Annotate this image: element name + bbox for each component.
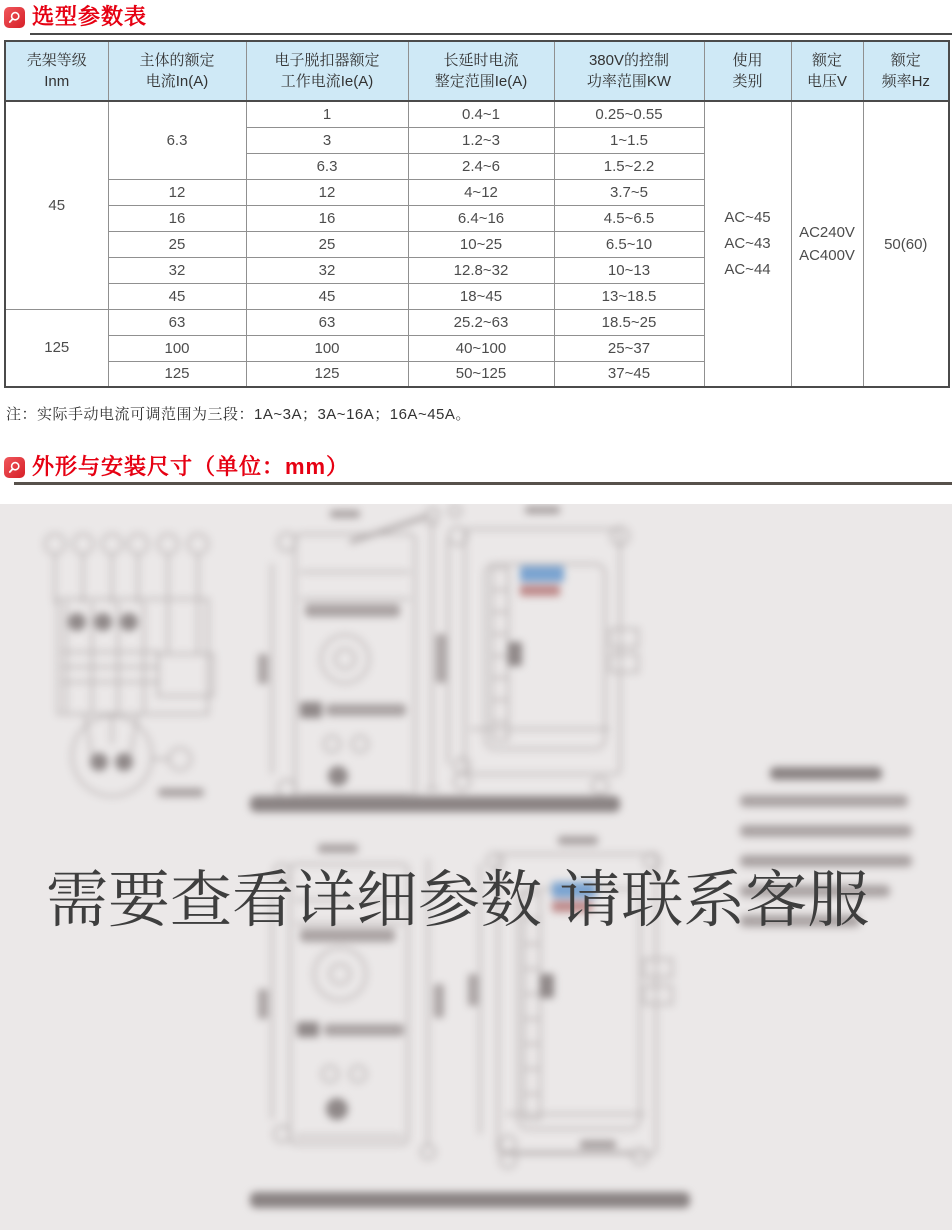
col-header-frame-level: 壳架等级 Inm [5,41,108,101]
main-current-cell: 32 [108,257,246,283]
main-current-cell: 100 [108,335,246,361]
magnifier-icon [4,457,25,478]
caption-blurred-bottom [250,1192,690,1208]
trip-current-cell: 32 [246,257,408,283]
section-title: 选型参数表 [32,4,148,29]
trip-current-cell: 6.3 [246,153,408,179]
power-range-cell: 1~1.5 [554,127,704,153]
delay-range-cell: 40~100 [408,335,554,361]
delay-range-cell: 10~25 [408,231,554,257]
rated-voltage-cell: AC240V AC400V [791,101,863,387]
trip-current-cell: 16 [246,205,408,231]
delay-range-cell: 18~45 [408,283,554,309]
main-current-cell: 25 [108,231,246,257]
main-current-cell: 12 [108,179,246,205]
trip-current-cell: 1 [246,101,408,127]
power-range-cell: 3.7~5 [554,179,704,205]
divider-line [30,33,952,35]
delay-range-cell: 50~125 [408,361,554,387]
delay-range-cell: 6.4~16 [408,205,554,231]
col-header-rated-voltage: 额定 电压V [791,41,863,101]
trip-current-cell: 100 [246,335,408,361]
col-header-delay-range: 长延时电流 整定范围Ie(A) [408,41,554,101]
selection-parameter-table [4,40,950,388]
power-range-cell: 13~18.5 [554,283,704,309]
trip-current-cell: 63 [246,309,408,335]
table-row [5,101,949,127]
trip-current-cell: 125 [246,361,408,387]
main-current-cell: 45 [108,283,246,309]
power-range-cell: 6.5~10 [554,231,704,257]
col-header-usage-category: 使用 类别 [704,41,791,101]
section-title: 外形与安装尺寸（单位：mm） [32,454,350,480]
delay-range-cell: 25.2~63 [408,309,554,335]
col-header-main-current: 主体的额定 电流In(A) [108,41,246,101]
main-current-cell: 16 [108,205,246,231]
delay-range-cell: 0.4~1 [408,101,554,127]
col-header-trip-current: 电子脱扣器额定 工作电流Ie(A) [246,41,408,101]
rated-frequency-cell: 50(60) [863,101,949,387]
main-current-cell: 63 [108,309,246,335]
side-view-drawing-top [436,506,638,794]
table-note: 注：实际手动电流可调范围为三段：1A~3A；3A~16A；16A~45A。 [6,406,471,424]
power-range-cell: 10~13 [554,257,704,283]
caption-blurred-top [250,796,620,812]
main-current-cell: 125 [108,361,246,387]
main-current-cell: 6.3 [108,101,246,179]
power-range-cell: 0.25~0.55 [554,101,704,127]
trip-current-cell: 45 [246,283,408,309]
watermark-text: 需要查看详细参数 请联系客服 [46,866,870,936]
section-header-dimensions [0,450,952,482]
frame-level-cell: 45 [5,101,108,309]
power-range-cell: 1.5~2.2 [554,153,704,179]
usage-category-cell: AC~45 AC~43 AC~44 [704,101,791,387]
wiring-diagram [45,534,213,797]
power-range-cell: 25~37 [554,335,704,361]
dimension-drawing-panel [0,504,952,1230]
delay-range-cell: 1.2~3 [408,127,554,153]
delay-range-cell: 4~12 [408,179,554,205]
trip-current-cell: 12 [246,179,408,205]
delay-range-cell: 12.8~32 [408,257,554,283]
col-header-power-range: 380V的控制 功率范围KW [554,41,704,101]
power-range-cell: 4.5~6.5 [554,205,704,231]
power-range-cell: 37~45 [554,361,704,387]
magnifier-icon [4,7,25,28]
front-view-drawing-top [258,505,461,802]
col-header-rated-frequency: 额定 频率Hz [863,41,949,101]
frame-level-cell: 125 [5,309,108,387]
trip-current-cell: 25 [246,231,408,257]
trip-current-cell: 3 [246,127,408,153]
divider-line [14,482,952,485]
section-header-selection [0,0,952,32]
table-header-row [5,41,949,101]
delay-range-cell: 2.4~6 [408,153,554,179]
power-range-cell: 18.5~25 [554,309,704,335]
